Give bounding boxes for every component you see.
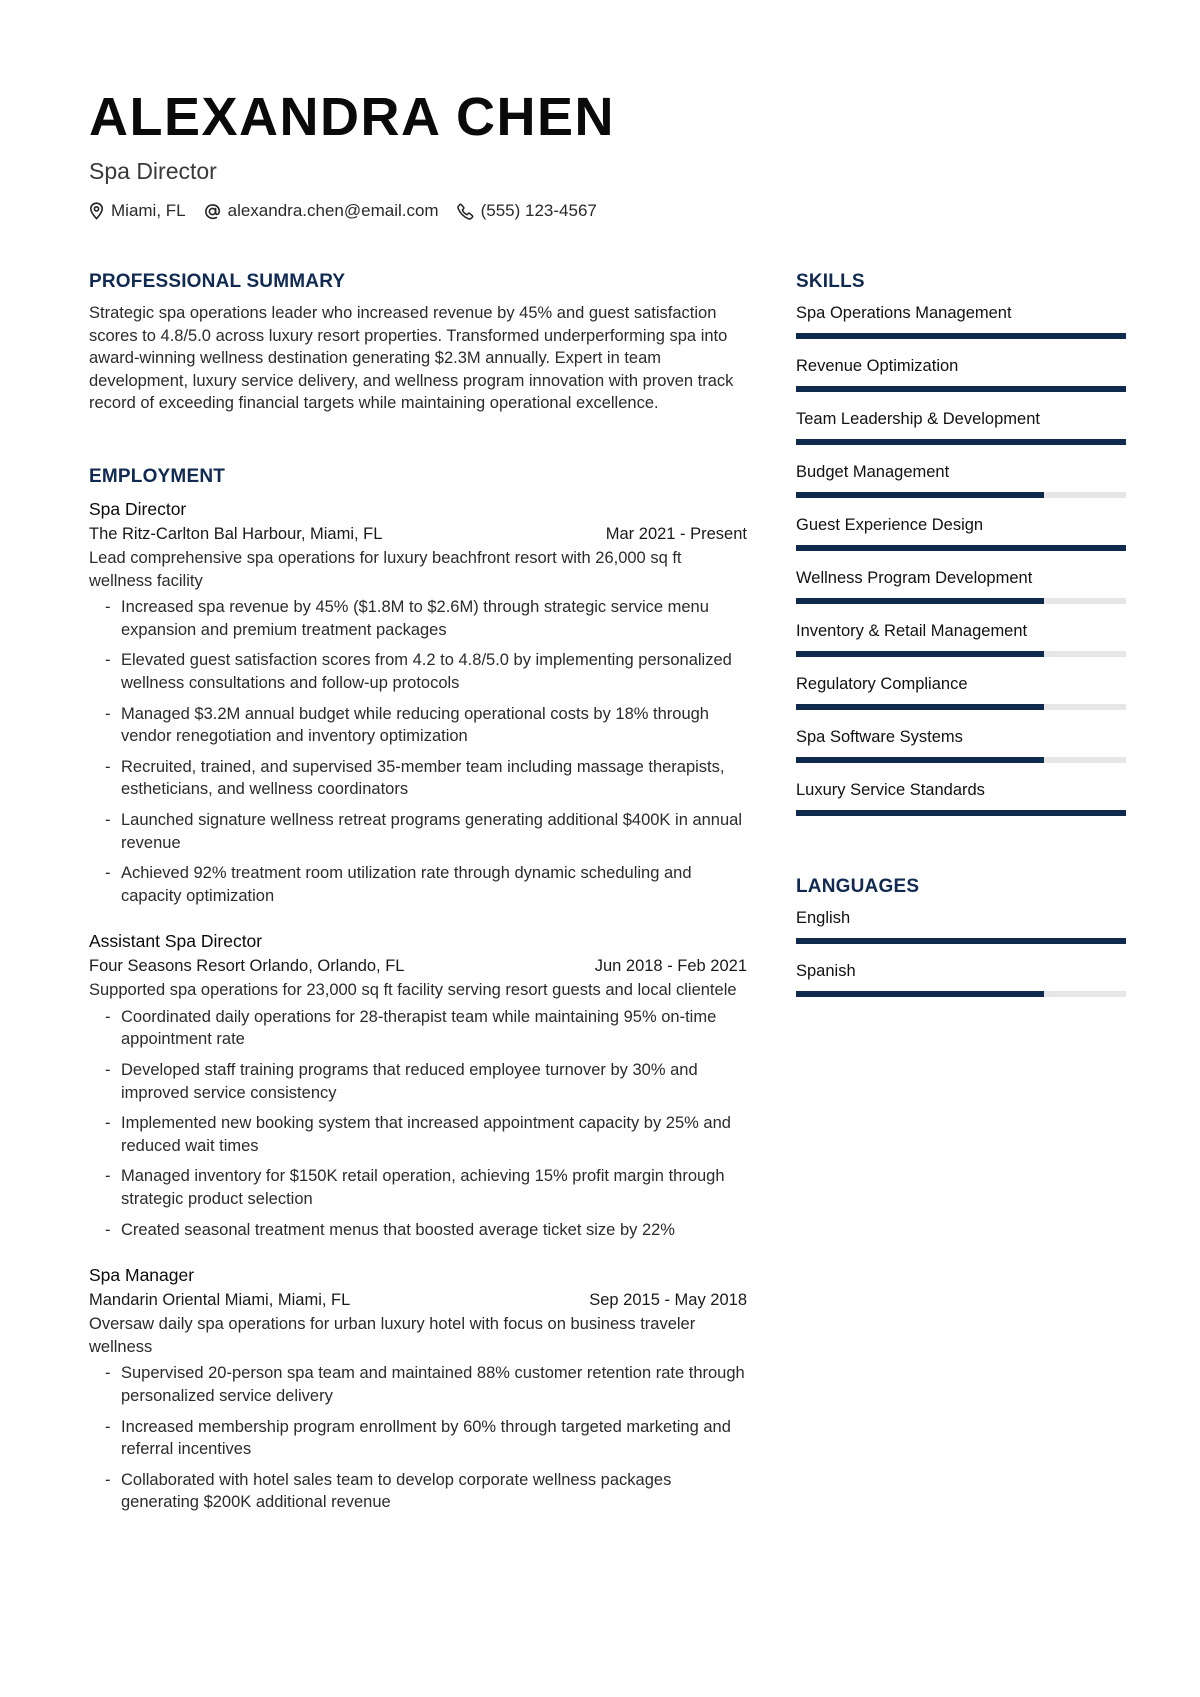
jobs-list — [89, 497, 747, 1514]
language-item-level-bar — [796, 991, 1126, 997]
skill-item-level-bar — [796, 810, 1126, 816]
skill-item-level-bar — [796, 439, 1126, 445]
bullet-dash: - — [105, 1417, 111, 1436]
skill-item-level-fill — [796, 598, 1044, 604]
skill-item-level-fill — [796, 492, 1044, 498]
candidate-title: Spa Director — [89, 158, 217, 184]
candidate-name: ALEXANDRA CHEN — [89, 87, 616, 147]
job-role: Spa Director — [89, 498, 187, 519]
language-item — [796, 899, 1126, 952]
job-bullet — [89, 1059, 747, 1104]
skill-item-level-fill — [796, 704, 1044, 710]
email-link[interactable]: alexandra.chen@email.com — [227, 201, 439, 220]
bullet-dash: - — [105, 757, 111, 776]
summary-text: Strategic spa operations leader who increased revenue by 45% and guest satisfaction scores to 4.8/5.0 across luxury resort properties. Transformed underperforming spa into award-winning wellness destination generating $2.3M annually. Expert in team development, luxury service delivery, and wellness program innovation with proven track record of exceeding financial targets while maintaining operational excellence. — [89, 304, 734, 413]
job-bullet — [89, 756, 747, 801]
phone-text[interactable]: (555) 123-4567 — [480, 201, 597, 220]
summary-section — [89, 270, 747, 415]
job-bullet — [89, 703, 747, 748]
skill-item-level-bar — [796, 704, 1126, 710]
skill-item-level-bar — [796, 386, 1126, 392]
skill-item-level-fill — [796, 651, 1044, 657]
skill-item-label: Regulatory Compliance — [796, 675, 968, 693]
skills-heading: SKILLS — [796, 271, 865, 292]
bullet-dash: - — [105, 1114, 111, 1133]
skill-item-level-fill — [796, 333, 1126, 339]
skill-item-level-bar — [796, 598, 1126, 604]
job-entry — [89, 929, 747, 1241]
languages-list — [796, 899, 1126, 1005]
bullet-dash: - — [105, 1061, 111, 1080]
job-meta — [89, 1287, 747, 1313]
job-bullet — [89, 596, 747, 641]
skill-item-label: Spa Operations Management — [796, 304, 1012, 322]
job-role: Spa Manager — [89, 1265, 195, 1286]
job-bullet — [89, 1416, 747, 1461]
bullet-text: Launched signature wellness retreat programs generating additional $400K in annual revenue — [121, 810, 742, 852]
skill-item-level-bar — [796, 757, 1126, 763]
job-bullets — [89, 1006, 747, 1241]
bullet-text: Implemented new booking system that increased appointment capacity by 25% and reduced wait times — [121, 1114, 731, 1155]
language-item-level-fill — [796, 938, 1126, 944]
contact-phone[interactable] — [457, 201, 597, 221]
bullet-text: Elevated guest satisfaction scores from 4.2 to 4.8/5.0 by implementing personalized wellness consultations and follow-up protocols — [121, 651, 732, 692]
job-description: Oversaw daily spa operations for urban luxury hotel with focus on business traveler wellness — [89, 1315, 696, 1356]
job-bullets — [89, 1362, 747, 1514]
job-dates: Mar 2021 - Present — [605, 524, 747, 543]
skill-item-level-fill — [796, 439, 1126, 445]
skill-item — [796, 347, 1126, 400]
bullet-text: Increased membership program enrollment by 60% through targeted marketing and referral incentives — [121, 1417, 731, 1459]
skill-item — [796, 718, 1126, 771]
language-item-level-bar — [796, 938, 1126, 944]
bullet-dash: - — [105, 651, 111, 670]
job-bullet — [89, 1219, 747, 1242]
job-description: Lead comprehensive spa operations for luxury beachfront resort with 26,000 sq ft wellness facility — [89, 548, 682, 590]
bullet-text: Achieved 92% treatment room utilization rate through dynamic scheduling and capacity optimization — [121, 864, 692, 905]
job-bullet — [89, 649, 747, 694]
bullet-text: Developed staff training programs that reduced employee turnover by 30% and improved service consistency — [121, 1061, 698, 1102]
bullet-dash: - — [105, 1007, 111, 1026]
contact-location — [89, 201, 186, 221]
job-meta — [89, 953, 747, 979]
employment-section — [89, 465, 747, 1514]
languages-heading: LANGUAGES — [796, 876, 920, 897]
bullet-dash: - — [105, 704, 111, 723]
skill-item-label: Guest Experience Design — [796, 516, 984, 534]
skill-item — [796, 400, 1126, 453]
language-item-level-fill — [796, 991, 1044, 997]
skill-item-level-fill — [796, 757, 1044, 763]
employment-heading: EMPLOYMENT — [89, 465, 226, 487]
skill-item — [796, 453, 1126, 506]
bullet-text: Managed $3.2M annual budget while reducing operational costs by 18% through vendor renegotiation and inventory optimization — [121, 704, 709, 746]
skills-list — [796, 294, 1126, 824]
bullet-dash: - — [105, 1220, 111, 1239]
job-description: Supported spa operations for 23,000 sq ft facility serving resort guests and local clientele — [89, 981, 737, 1000]
job-bullet — [89, 1112, 747, 1157]
skill-item — [796, 506, 1126, 559]
bullet-dash: - — [105, 810, 111, 829]
bullet-text: Increased spa revenue by 45% ($1.8M to $2.6M) through strategic service menu expansion and premium treatment packages — [121, 598, 709, 639]
skill-item — [796, 559, 1126, 612]
job-bullet — [89, 1469, 747, 1514]
contact-bar — [89, 199, 615, 223]
skills-section — [796, 270, 1126, 824]
bullet-text: Collaborated with hotel sales team to develop corporate wellness packages generating $200K additional revenue — [121, 1470, 672, 1512]
bullet-dash: - — [105, 598, 111, 617]
job-bullet — [89, 1165, 747, 1210]
skill-item — [796, 612, 1126, 665]
job-bullet — [89, 809, 747, 854]
job-dates: Jun 2018 - Feb 2021 — [594, 957, 747, 976]
phone-icon — [457, 203, 474, 220]
contact-email[interactable] — [204, 201, 439, 221]
job-role: Assistant Spa Director — [89, 931, 263, 952]
job-bullet — [89, 1362, 747, 1407]
skill-item-level-fill — [796, 545, 1126, 551]
bullet-text: Recruited, trained, and supervised 35-member team including massage therapists, estheticians, and wellness coordinators — [121, 757, 725, 799]
bullet-dash: - — [105, 1167, 111, 1186]
language-item-label: English — [796, 909, 851, 927]
skill-item-level-bar — [796, 651, 1126, 657]
skill-item — [796, 665, 1126, 718]
bullet-text: Coordinated daily operations for 28-therapist team while maintaining 95% on-time appointment rate — [121, 1007, 717, 1049]
sidebar-column — [796, 270, 1126, 1005]
job-bullets — [89, 596, 747, 907]
skill-item — [796, 294, 1126, 347]
summary-heading: PROFESSIONAL SUMMARY — [89, 271, 346, 292]
skill-item-label: Budget Management — [796, 463, 950, 481]
location-text: Miami, FL — [111, 201, 186, 220]
language-item-label: Spanish — [796, 962, 856, 980]
skill-item-label: Revenue Optimization — [796, 357, 959, 375]
job-bullet — [89, 1006, 747, 1051]
skill-item-label: Team Leadership & Development — [796, 410, 1040, 428]
bullet-text: Managed inventory for $150K retail operation, achieving 15% profit margin through strategic product selection — [121, 1167, 725, 1209]
language-item — [796, 952, 1126, 1005]
languages-section — [796, 875, 1126, 1005]
job-dates: Sep 2015 - May 2018 — [589, 1291, 747, 1310]
job-bullet — [89, 862, 747, 907]
bullet-text: Supervised 20-person spa team and maintained 88% customer retention rate through personalized service delivery — [121, 1364, 745, 1405]
bullet-text: Created seasonal treatment menus that boosted average ticket size by 22% — [121, 1220, 675, 1239]
job-company: Four Seasons Resort Orlando, Orlando, FL — [89, 957, 405, 976]
at-sign-icon — [204, 203, 221, 220]
skill-item — [796, 771, 1126, 824]
bullet-dash: - — [105, 1364, 111, 1383]
skill-item-level-bar — [796, 333, 1126, 339]
skill-item-level-bar — [796, 545, 1126, 551]
skill-item-label: Wellness Program Development — [796, 569, 1033, 587]
job-company: The Ritz-Carlton Bal Harbour, Miami, FL — [89, 524, 383, 543]
skill-item-label: Inventory & Retail Management — [796, 622, 1028, 640]
skill-item-level-fill — [796, 810, 1126, 816]
skill-item-label: Luxury Service Standards — [796, 781, 985, 799]
skill-item-label: Spa Software Systems — [796, 728, 963, 746]
location-pin-icon — [89, 202, 104, 220]
bullet-dash: - — [105, 864, 111, 883]
bullet-dash: - — [105, 1470, 111, 1489]
job-company: Mandarin Oriental Miami, Miami, FL — [89, 1291, 351, 1310]
job-entry — [89, 1263, 747, 1514]
skill-item-level-fill — [796, 386, 1126, 392]
job-meta — [89, 521, 747, 547]
main-column — [89, 270, 747, 1522]
skill-item-level-bar — [796, 492, 1126, 498]
job-entry — [89, 497, 747, 907]
